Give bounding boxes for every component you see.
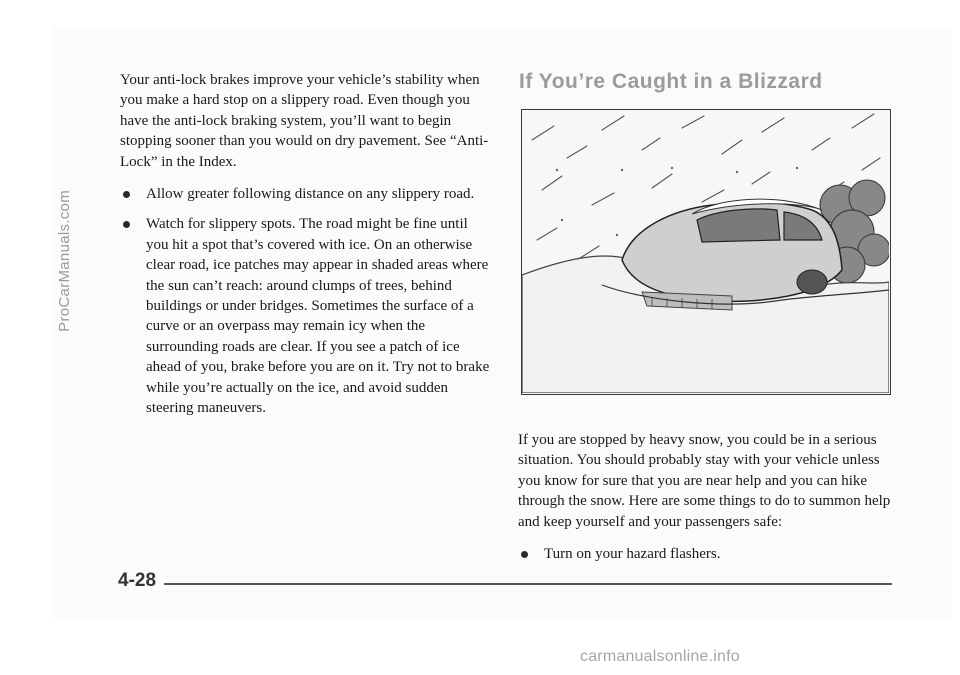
bullet-item — [518, 544, 898, 564]
bullet-dot-icon — [123, 221, 130, 228]
right-bullet-list — [518, 544, 898, 564]
bullet-dot-icon — [521, 551, 528, 558]
bullet-text: Turn on your hazard flashers. — [544, 546, 721, 563]
page-number: 4-28 — [118, 570, 157, 591]
bullet-item — [120, 184, 492, 204]
section-heading: If You’re Caught in a Blizzard — [519, 70, 823, 93]
right-column — [518, 430, 898, 574]
bottom-watermark: carmanualsonline.info — [580, 648, 740, 665]
bullet-dot-icon — [123, 191, 130, 198]
blizzard-illustration — [521, 109, 891, 395]
left-bullet-list — [120, 184, 492, 418]
bullet-item — [120, 214, 492, 418]
snowbound-car-icon — [522, 110, 889, 393]
bullet-text: Allow greater following distance on any slippery road. — [146, 186, 475, 203]
left-column — [120, 70, 492, 429]
footer-rule — [164, 583, 892, 585]
bullet-text: Watch for slippery spots. The road might be fine until you hit a spot that’s covered with ice. On an otherwise clear road, ice patches may appear in shaded areas where the sun can’t reach: around clumps of trees, behind buildings or under bridges. Sometimes the surface of a curve or an overpass may remain icy when the surrounding roads are clear. If you see a patch of ice ahead of you, brake before you are on it. Try not to brake while you’re actually on the ice, and avoid sudden steering maneuvers. — [146, 216, 490, 417]
page-footer — [118, 570, 892, 590]
side-watermark: ProCarManuals.com — [56, 190, 73, 332]
intro-paragraph: Your anti-lock brakes improve your vehicle’s stability when you make a hard stop on a slippery road. Even though you have the anti-lock braking system, you’ll want to begin stopping sooner than you would on dry pavement. See “Anti-Lock” in the Index. — [120, 72, 489, 170]
blizzard-paragraph: If you are stopped by heavy snow, you could be in a serious situation. You should probably stay with your vehicle unless you know for sure that you are near help and you can hike through the snow. Here are some things to do to summon help and keep yourself and your passengers safe: — [518, 432, 891, 530]
